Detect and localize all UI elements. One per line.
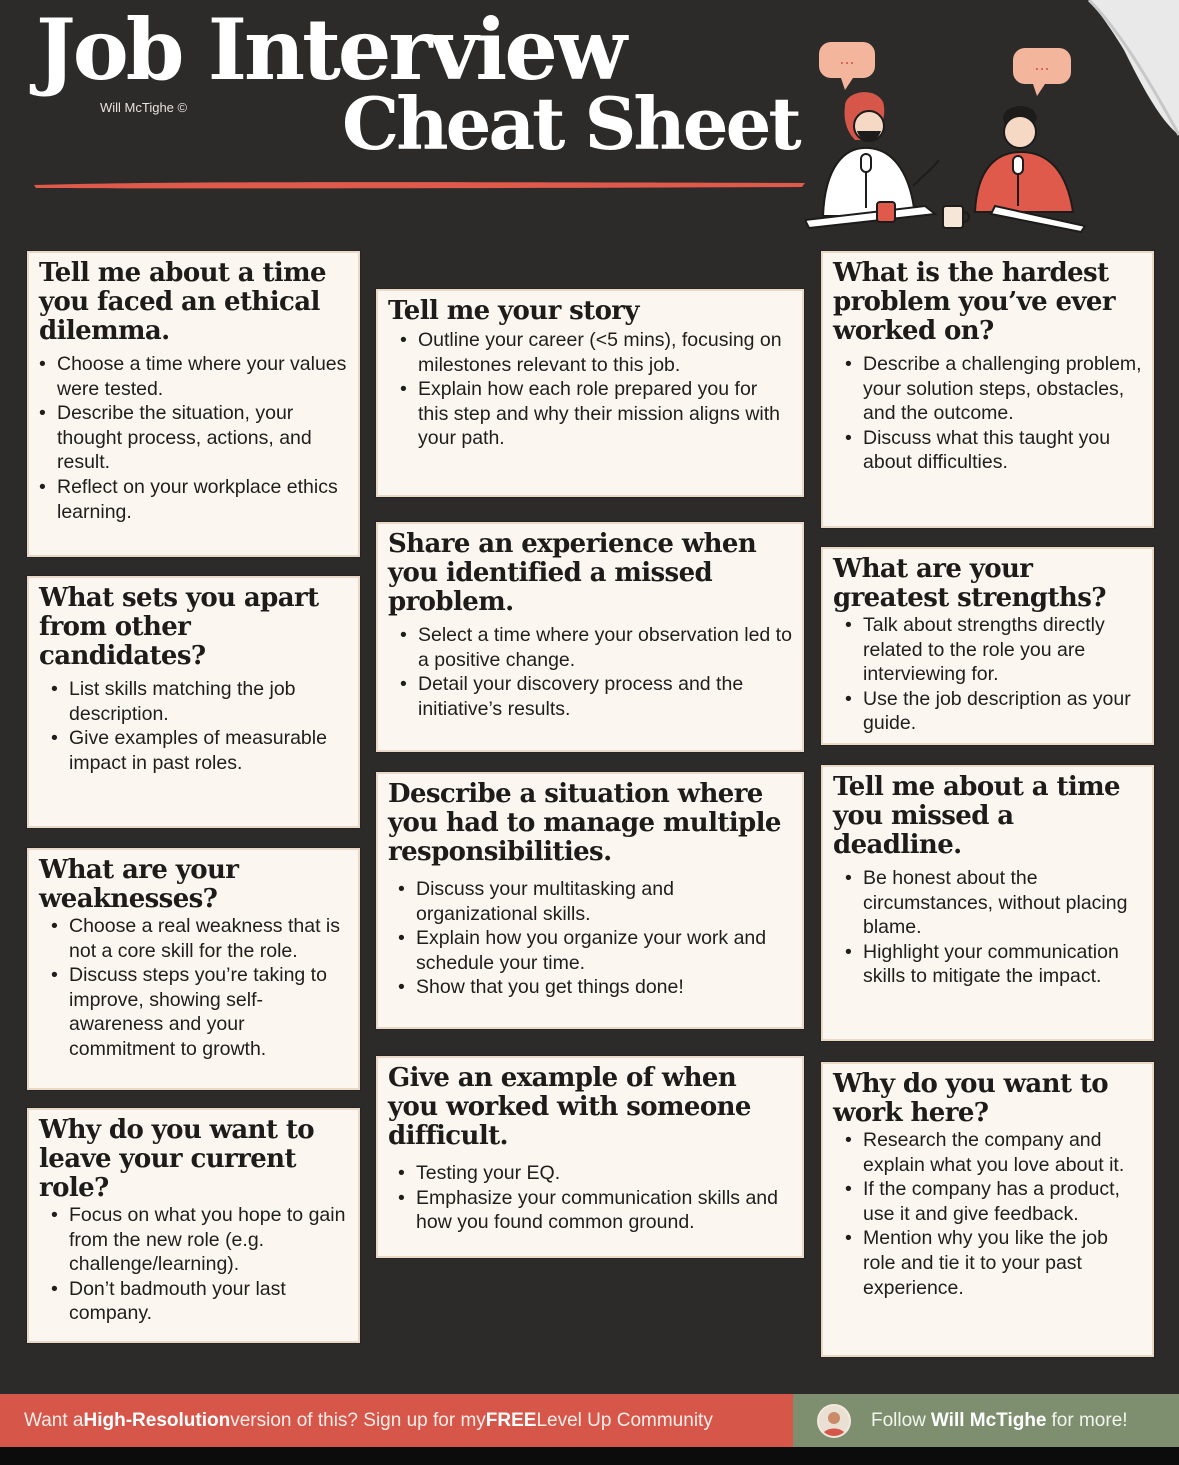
follow-banner-link[interactable] (793, 1394, 1179, 1447)
bullet-list (388, 877, 792, 1000)
bullet-item: • Show that you get things done! (416, 975, 792, 1000)
bullet-item: • Be honest about the circumstances, without placing blame. (863, 866, 1142, 940)
card-ethical-dilemma (27, 251, 360, 557)
bullet-item: • Describe a challenging problem, your solution steps, obstacles, and the outcome. (863, 352, 1142, 426)
bullet-item: • Discuss your multitasking and organizational skills. (416, 877, 792, 926)
card-title: What are your greatest strengths? (833, 554, 1106, 613)
speech-bubble-icon (1013, 48, 1071, 96)
signup-banner-link[interactable] (0, 1394, 793, 1447)
card-sets-apart (27, 576, 360, 828)
svg-text:...: ... (839, 49, 855, 68)
bullet-item: • Explain how each role prepared you for this step and why their mission aligns with your path. (418, 377, 792, 451)
bullet-item: • Outline your career (<5 mins), focusing on milestones relevant to this job. (418, 328, 792, 377)
follow-text-post: for more! (1051, 1409, 1128, 1431)
bullet-item: • If the company has a product, use it and give feedback. (863, 1177, 1142, 1226)
bullet-item: • Select a time where your observation led to a positive change. (418, 623, 792, 672)
signup-text-bold-1: High-Resolution (83, 1409, 231, 1431)
bullet-list (833, 613, 1142, 736)
card-work-here (821, 1062, 1154, 1357)
bullet-item: • Explain how you organize your work and schedule your time. (416, 926, 792, 975)
card-title: Why do you want to work here? (833, 1069, 1108, 1128)
bullet-item: • Reflect on your workplace ethics learning. (57, 475, 348, 524)
card-multiple-responsibilities (376, 772, 804, 1029)
bullet-list (833, 866, 1142, 989)
signup-text-mid: version of this? Sign up for my (230, 1409, 486, 1431)
card-title: Tell me about a time you missed a deadline. (833, 772, 1120, 860)
bullet-list (388, 1161, 792, 1235)
bullet-list (833, 352, 1142, 475)
interview-illustration (805, 36, 1095, 236)
bullet-item: • Mention why you like the job role and tie it to your past experience. (863, 1226, 1142, 1300)
card-title: What are your weaknesses? (39, 855, 239, 914)
bullet-item: • Don’t badmouth your last company. (69, 1277, 348, 1326)
avatar-icon (819, 1406, 849, 1436)
bullet-item: • Discuss what this taught you about difficulties. (863, 426, 1142, 475)
candidate-icon (975, 106, 1073, 212)
signup-text-bold-2: FREE (485, 1409, 537, 1431)
bullet-list (39, 677, 348, 775)
card-weaknesses (27, 848, 360, 1090)
card-title: Give an example of when you worked with someone difficult. (388, 1063, 751, 1151)
card-title: What is the hardest problem you’ve ever worked on? (833, 258, 1115, 346)
speech-bubble-icon (819, 42, 875, 90)
interviewer-icon (823, 92, 939, 216)
card-title: Tell me about a time you faced an ethical dilemma. (39, 258, 326, 346)
card-title: What sets you apart from other candidates? (39, 583, 319, 671)
bullet-item: • Emphasize your communication skills and how you found common ground. (416, 1186, 792, 1235)
bullet-list (39, 352, 348, 524)
bullet-item: • Highlight your communication skills to mitigate the impact. (863, 940, 1142, 989)
card-hardest-problem (821, 251, 1154, 528)
signup-text-post: Level Up Community (536, 1409, 713, 1431)
title-line-2: Cheat Sheet (342, 81, 799, 166)
bullet-item: • Give examples of measurable impact in past roles. (69, 726, 348, 775)
card-your-story (376, 289, 804, 497)
card-leave-role (27, 1108, 360, 1343)
bullet-item: • Talk about strengths directly related to the role you are interviewing for. (863, 613, 1142, 687)
author-credit: Will McTighe © (100, 100, 188, 115)
follow-text-pre: Follow (871, 1409, 926, 1431)
bullet-item: • Research the company and explain what you love about it. (863, 1128, 1142, 1177)
signup-text-pre: Want a (24, 1409, 84, 1431)
brush-underline (32, 179, 807, 190)
bullet-item: • Choose a real weakness that is not a core skill for the role. (69, 914, 348, 963)
bullet-list (388, 328, 792, 451)
card-title: Tell me your story (388, 296, 639, 326)
bullet-item: • List skills matching the job description. (69, 677, 348, 726)
card-missed-deadline (821, 765, 1154, 1041)
bullet-item: • Describe the situation, your thought process, actions, and result. (57, 401, 348, 475)
follow-text-bold: Will McTighe (930, 1409, 1047, 1431)
bullet-item: • Focus on what you hope to gain from the new role (e.g. challenge/learning). (69, 1203, 348, 1277)
bullet-item: • Choose a time where your values were tested. (57, 352, 348, 401)
bottom-bar (0, 1447, 1179, 1465)
bullet-item: • Testing your EQ. (416, 1161, 792, 1186)
card-title: Describe a situation where you had to manage multiple responsibilities. (388, 779, 781, 867)
bullet-item: • Detail your discovery process and the initiative’s results. (418, 672, 792, 721)
title-line-1: Job Interview (36, 0, 625, 99)
bullet-list (39, 914, 348, 1062)
avatar (817, 1404, 851, 1438)
bullet-item: • Use the job description as your guide. (863, 687, 1142, 736)
bullet-list (39, 1203, 348, 1326)
bullet-list (388, 623, 792, 721)
bullet-item: • Discuss steps you’re taking to improve, showing self-awareness and your commitment to growth. (69, 963, 348, 1061)
card-title: Share an experience when you identified a missed problem. (388, 529, 757, 617)
card-greatest-strengths (821, 547, 1154, 745)
svg-text:...: ... (1034, 55, 1050, 74)
card-title: Why do you want to leave your current role? (39, 1115, 314, 1203)
card-missed-problem (376, 522, 804, 752)
card-someone-difficult (376, 1056, 804, 1258)
bullet-list (833, 1128, 1142, 1300)
